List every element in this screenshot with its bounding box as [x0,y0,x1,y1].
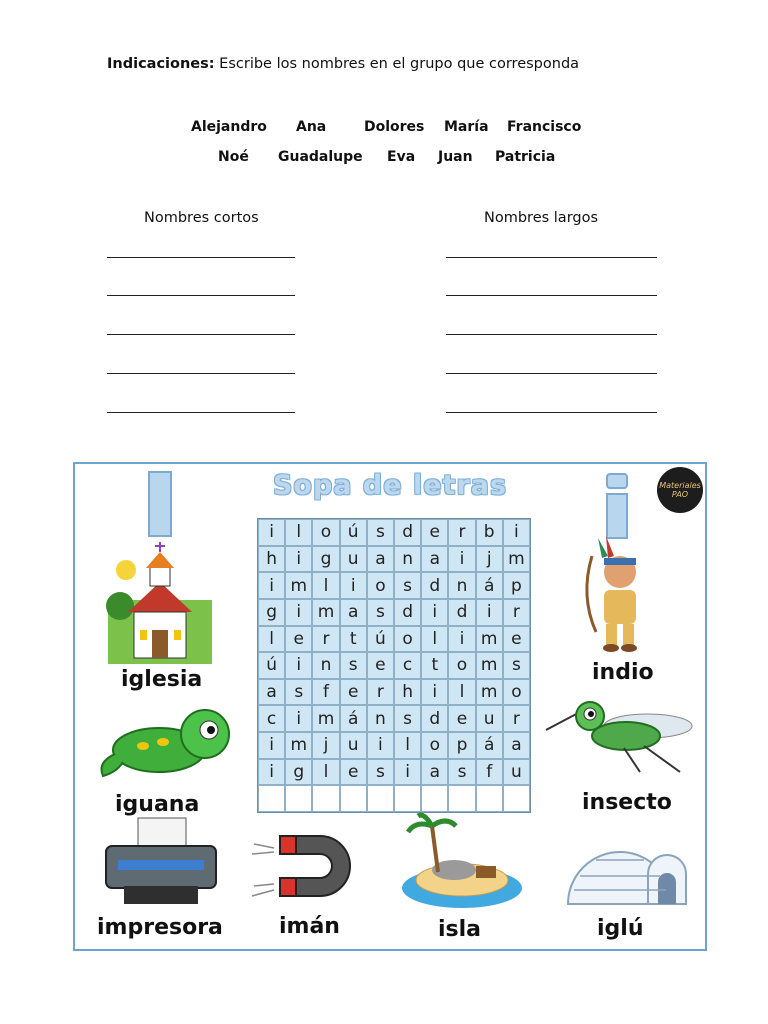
island-icon [398,812,526,912]
grid-cell: r [448,519,475,546]
grid-cell: s [367,519,394,546]
grid-cell: b [476,519,503,546]
grid-cell: f [312,679,339,706]
short-answer-line-3[interactable] [107,334,295,335]
name-alejandro: Alejandro [191,119,267,135]
materiales-pao-logo: Materiales PAO [657,467,703,513]
word-iglesia: iglesia [121,667,203,692]
word-isla: isla [438,917,482,942]
grid-cell: a [367,546,394,573]
grid-cell: l [312,572,339,599]
grid-cell: r [312,626,339,653]
grid-cell: d [421,705,448,732]
grid-cell: s [285,679,312,706]
grid-cell: h [258,546,285,573]
grid-cell [312,785,339,812]
grid-cell: l [258,626,285,653]
grid-cell: i [394,759,421,786]
instructions-label: Indicaciones: [107,56,215,72]
name-eva: Eva [387,149,416,165]
iguana-icon [97,702,237,780]
grid-cell: e [503,626,530,653]
short-answer-line-2[interactable] [107,295,295,296]
grid-cell: u [476,705,503,732]
grid-cell: ú [367,626,394,653]
grid-cell: á [476,572,503,599]
grid-cell: m [476,679,503,706]
grid-cell: i [285,652,312,679]
grid-cell: a [258,679,285,706]
short-answer-line-5[interactable] [107,412,295,413]
grid-cell: i [285,705,312,732]
grid-cell: l [421,626,448,653]
word-iglu: iglú [597,916,644,941]
uppercase-i-icon [147,470,175,540]
indio-icon [578,536,660,654]
word-iman: imán [279,914,340,939]
grid-cell: s [340,652,367,679]
instructions-text: Escribe los nombres en el grupo que corresponda [214,56,580,72]
grid-cell: n [367,705,394,732]
grid-cell: o [367,572,394,599]
grid-cell: u [340,732,367,759]
grid-cell: r [503,705,530,732]
short-answer-line-4[interactable] [107,373,295,374]
grid-cell: i [258,519,285,546]
name-noe: Noé [218,149,249,165]
magnet-icon [250,824,362,908]
grid-cell: m [503,546,530,573]
grid-cell: a [340,599,367,626]
grid-cell: l [285,519,312,546]
grid-cell: o [503,679,530,706]
grid-cell: t [421,652,448,679]
grid-cell: l [448,679,475,706]
grid-cell: d [448,599,475,626]
name-guadalupe: Guadalupe [278,149,363,165]
grid-cell: m [285,572,312,599]
grid-cell: h [394,679,421,706]
letter-grid [257,518,531,813]
grid-cell: á [476,732,503,759]
grid-cell: i [448,546,475,573]
printer-icon [102,816,220,908]
grid-cell: e [285,626,312,653]
grid-cell: e [367,652,394,679]
name-dolores: Dolores [364,119,425,135]
lowercase-i-icon [604,472,632,542]
name-maria: María [444,119,489,135]
grid-cell: n [394,546,421,573]
long-answer-line-3[interactable] [446,334,657,335]
word-iguana: iguana [115,792,200,817]
long-answer-line-4[interactable] [446,373,657,374]
grid-cell: f [476,759,503,786]
name-juan: Juan [438,149,473,165]
grid-cell: i [367,732,394,759]
grid-cell: p [448,732,475,759]
grid-cell: s [503,652,530,679]
grid-cell: e [448,705,475,732]
word-impresora: impresora [97,915,223,940]
grid-cell: m [476,652,503,679]
grid-cell: u [503,759,530,786]
grid-cell [285,785,312,812]
grid-cell: p [503,572,530,599]
grid-cell: ú [340,519,367,546]
grid-cell: i [503,519,530,546]
igloo-icon [560,816,692,908]
word-insecto: insecto [582,790,672,815]
grid-cell: m [476,626,503,653]
grid-cell: g [258,599,285,626]
grid-cell: i [258,759,285,786]
grid-cell: j [476,546,503,573]
grid-cell: i [448,626,475,653]
grid-cell: i [258,572,285,599]
grid-cell: a [421,546,448,573]
grid-cell: i [340,572,367,599]
grid-cell: j [312,732,339,759]
name-ana: Ana [296,119,327,135]
grid-cell: r [367,679,394,706]
short-names-heading: Nombres cortos [144,210,259,226]
grid-cell [258,785,285,812]
grid-cell: e [340,759,367,786]
grid-cell: s [367,599,394,626]
insect-icon [544,690,696,776]
grid-cell: m [285,732,312,759]
grid-cell: s [367,759,394,786]
church-icon [106,540,214,666]
grid-cell: u [340,546,367,573]
grid-cell [394,785,421,812]
grid-cell: e [421,519,448,546]
grid-cell: i [285,599,312,626]
long-answer-line-1[interactable] [446,257,657,258]
grid-cell: g [285,759,312,786]
word-search-title: Sopa de letras [272,470,508,501]
grid-cell: a [503,732,530,759]
grid-cell: d [421,572,448,599]
grid-cell: m [312,705,339,732]
grid-cell: o [312,519,339,546]
instructions [107,56,579,72]
grid-cell: i [421,599,448,626]
grid-cell: n [312,652,339,679]
grid-cell: t [340,626,367,653]
grid-cell: r [503,599,530,626]
long-answer-line-2[interactable] [446,295,657,296]
grid-cell [340,785,367,812]
grid-cell: o [394,626,421,653]
name-patricia: Patricia [495,149,556,165]
grid-cell [367,785,394,812]
grid-cell: o [421,732,448,759]
long-names-heading: Nombres largos [484,210,599,226]
grid-cell [503,785,530,812]
grid-cell: c [258,705,285,732]
word-indio: indio [592,660,654,685]
grid-cell: o [448,652,475,679]
grid-cell: i [285,546,312,573]
grid-cell: ú [258,652,285,679]
grid-cell [448,785,475,812]
grid-cell: i [476,599,503,626]
grid-cell: e [340,679,367,706]
name-francisco: Francisco [507,119,582,135]
grid-cell: i [421,679,448,706]
grid-cell: i [258,732,285,759]
long-answer-line-5[interactable] [446,412,657,413]
grid-cell: s [394,705,421,732]
short-answer-line-1[interactable] [107,257,295,258]
grid-cell: a [421,759,448,786]
grid-cell: m [312,599,339,626]
grid-cell: l [394,732,421,759]
grid-cell: á [340,705,367,732]
grid-cell: g [312,546,339,573]
grid-cell: s [394,572,421,599]
grid-cell: c [394,652,421,679]
grid-cell: d [394,599,421,626]
grid-cell: l [312,759,339,786]
grid-cell: n [448,572,475,599]
grid-cell [476,785,503,812]
grid-cell: d [394,519,421,546]
grid-cell: s [448,759,475,786]
grid-cell [421,785,448,812]
